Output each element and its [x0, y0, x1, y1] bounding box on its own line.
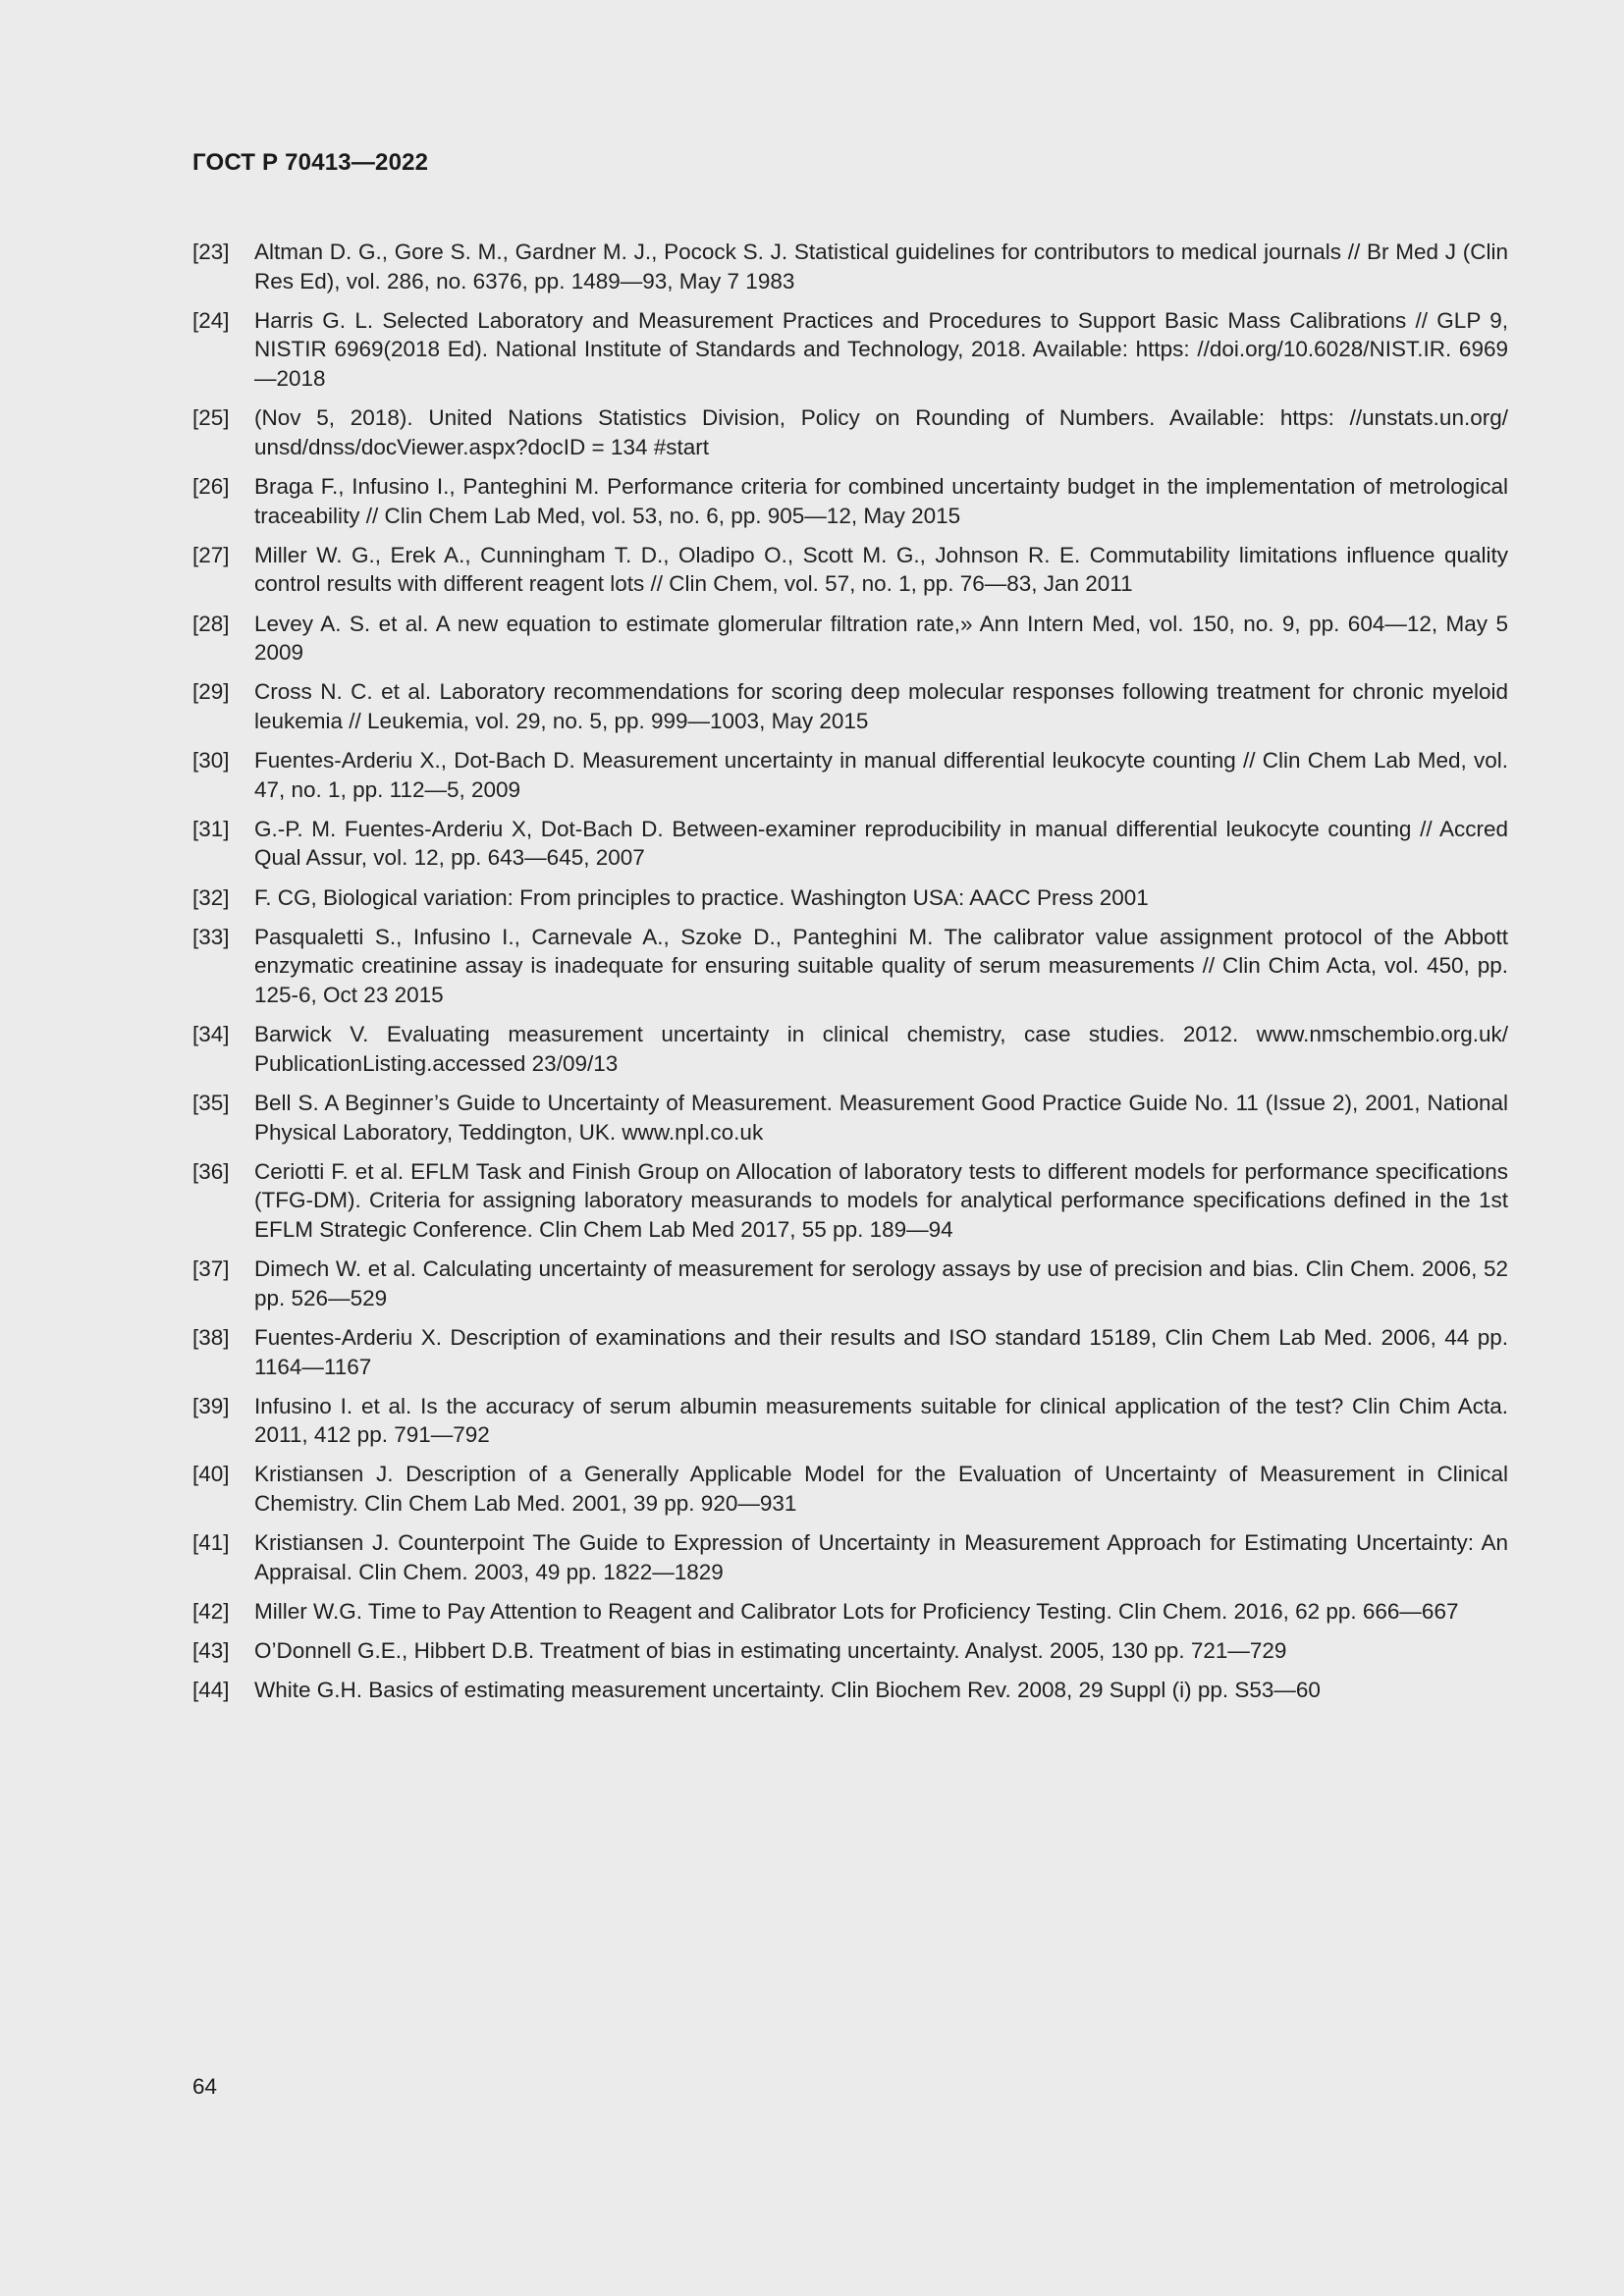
reference-text: Harris G. L. Selected Laboratory and Measurement Practices and Procedures to Support Basic Mass Calibrations // GLP 9, NISTIR 6969(2018 Ed). National Institute of Standards and Technology, 2018. Available: https: //doi.​org/10.6028/NIST.IR. 6969—2018 [254, 307, 1508, 391]
reference-number: [27] [192, 542, 230, 567]
bibliography-list [192, 238, 1508, 1716]
reference-text: Pasqualetti S., Infusino I., Carnevale A., Szoke D., Panteghini M. The calibrator value assignment protocol of the Abbott enzymatic creatinine assay is inadequate for ensuring suitable quality of serum measurements // Clin Chim Acta, vol. 450, pp. 125-6, Oct 23 2015 [254, 924, 1508, 1007]
reference-item [192, 238, 1508, 295]
reference-item [192, 403, 1508, 461]
reference-text: Miller W.G. Time to Pay Attention to Reagent and Calibrator Lots for Proficiency Testing. Clin Chem. 2016, 62 pp. 666—667 [254, 1599, 1459, 1625]
reference-item [192, 1157, 1508, 1245]
reference-text: F. CG, Biological variation: From principles to practice. Washington USA: AACC Press 2001 [254, 884, 1149, 910]
reference-item [192, 677, 1508, 735]
reference-number: [30] [192, 748, 230, 774]
reference-number: [25] [192, 405, 230, 431]
reference-number: [26] [192, 473, 230, 499]
reference-text: Kristiansen J. Counterpoint The Guide to Expression of Uncertainty in Measurement Approach for Estimating Uncertainty: An Appraisal. Clin Chem. 2003, 49 pp. 1822—1829 [254, 1530, 1508, 1584]
reference-item [192, 923, 1508, 1010]
reference-number: [23] [192, 240, 230, 264]
reference-item [192, 746, 1508, 804]
reference-item [192, 541, 1508, 599]
reference-item [192, 1323, 1508, 1381]
reference-text: Ceriotti F. et al. EFLM Task and Finish Group on Allocation of laboratory tests to different models for performance specifications (TFG-DM). Criteria for assigning laboratory measurands to models for analytical performance specifications defined in the 1st EFLM Strategic Conference. Clin Chem Lab Med 2017, 55 pp. 189—94 [254, 1158, 1508, 1242]
reference-number: [44] [192, 1678, 230, 1703]
reference-number: [38] [192, 1324, 230, 1350]
reference-number: [39] [192, 1393, 230, 1418]
reference-number: [37] [192, 1256, 230, 1282]
reference-number: [43] [192, 1638, 230, 1664]
reference-item [192, 1089, 1508, 1147]
reference-text: Bell S. A Beginner’s Guide to Uncertainty of Measurement. Measurement Good Practice Guide No. 11 (Issue 2), 2001, National Physical Laboratory, Teddington, UK. www.npl.co.uk [254, 1090, 1508, 1145]
reference-item [192, 306, 1508, 394]
reference-text: Dimech W. et al. Calculating uncertainty of measurement for serology assays by use of precision and bias. Clin Chem. 2006, 52 pp. 526—529 [254, 1256, 1508, 1310]
reference-number: [33] [192, 924, 230, 949]
reference-text: Kristiansen J. Description of a Generally Applicable Model for the Evaluation of Uncertainty of Measurement in Clinical Chemistry. Clin Chem Lab Med. 2001, 39 pp. 920—931 [254, 1462, 1508, 1517]
reference-item [192, 883, 1508, 913]
reference-item [192, 1392, 1508, 1450]
reference-text: G.-P. M. Fuentes-Arderiu X, Dot-Bach D. Between-examiner reproducibility in manual differential leukocyte counting // Accred Qual Assur, vol. 12, pp. 643—645, 2007 [254, 816, 1508, 871]
reference-number: [24] [192, 307, 230, 333]
reference-item [192, 1460, 1508, 1518]
reference-text: Miller W. G., Erek A., Cunningham T. D., Oladipo O., Scott M. G., Johnson R. E. Commutability limitations influence quality control results with different reagent lots // Clin Chem, vol. 57, no. 1, pp. 76—83, Jan 2011 [254, 542, 1508, 597]
reference-text: Levey A. S. et al. A new equation to estimate glomerular filtration rate,» Ann Intern Med, vol. 150, no. 9, pp. 604—12, May 5 2009 [254, 611, 1508, 666]
page-number: 64 [192, 2074, 218, 2099]
reference-number: [35] [192, 1090, 230, 1115]
reference-number: [34] [192, 1022, 230, 1047]
reference-text: Fuentes-Arderiu X. Description of examinations and their results and ISO standard 15189, Clin Chem Lab Med. 2006, 44 pp. 1164—1167 [254, 1324, 1508, 1379]
reference-number: [28] [192, 611, 230, 636]
reference-number: [29] [192, 679, 230, 705]
reference-text: (Nov 5, 2018). United Nations Statistics Division, Policy on Rounding of Numbers. Available: https: //unstats.un.org/​unsd/dnss/docViewer.aspx?docID = 134 #start [254, 405, 1508, 459]
reference-text: Cross N. C. et al. Laboratory recommendations for scoring deep molecular responses following treatment for chronic myeloid leukemia // Leukemia, vol. 29, no. 5, pp. 999—1003, May 2015 [254, 679, 1508, 733]
reference-item [192, 1676, 1508, 1705]
reference-item [192, 1528, 1508, 1586]
reference-text: Braga F., Infusino I., Panteghini M. Performance criteria for combined uncertainty budget in the implementation of metrological traceability // Clin Chem Lab Med, vol. 53, no. 6, pp. 905—12, May 2015 [254, 473, 1508, 528]
reference-text: Infusino I. et al. Is the accuracy of serum albumin measurements suitable for clinical application of the test? Clin Chim Acta. 2011, 412 pp. 791—792 [254, 1393, 1508, 1448]
reference-text: Fuentes-Arderiu X., Dot-Bach D. Measurement uncertainty in manual differential leukocyte counting // Clin Chem Lab Med, vol. 47, no. 1, pp. 112—5, 2009 [254, 748, 1508, 802]
reference-text: White G.H. Basics of estimating measurement uncertainty. Clin Biochem Rev. 2008, 29 Suppl (i) pp. S53—60 [254, 1678, 1321, 1703]
reference-number: [36] [192, 1158, 230, 1184]
document-header: ГОСТ Р 70413—2022 [192, 149, 429, 176]
reference-item [192, 815, 1508, 873]
reference-item [192, 1597, 1508, 1627]
reference-item [192, 610, 1508, 667]
reference-item [192, 1020, 1508, 1078]
reference-number: [41] [192, 1530, 230, 1556]
reference-text: O’Donnell G.E., Hibbert D.B. Treatment of bias in estimating uncertainty. Analyst. 2005, 130 pp. 721—729 [254, 1638, 1287, 1664]
reference-number: [32] [192, 884, 230, 910]
reference-item [192, 1255, 1508, 1312]
reference-number: [40] [192, 1462, 230, 1487]
reference-number: [42] [192, 1599, 230, 1625]
reference-text: Altman D. G., Gore S. M., Gardner M. J., Pocock S. J. Statistical guidelines for contributors to medical journals // Br Med J (Clin Res Ed), vol. 286, no. 6376, pp. 1489—93, May 7 1983 [254, 240, 1508, 294]
reference-item [192, 472, 1508, 530]
reference-number: [31] [192, 816, 230, 841]
reference-text: Barwick V. Evaluating measurement uncertainty in clinical chemistry, case studies. 2012. www.nmschembio.org.uk/​PublicationListing.accessed 23/09/13 [254, 1022, 1508, 1076]
reference-item [192, 1636, 1508, 1666]
